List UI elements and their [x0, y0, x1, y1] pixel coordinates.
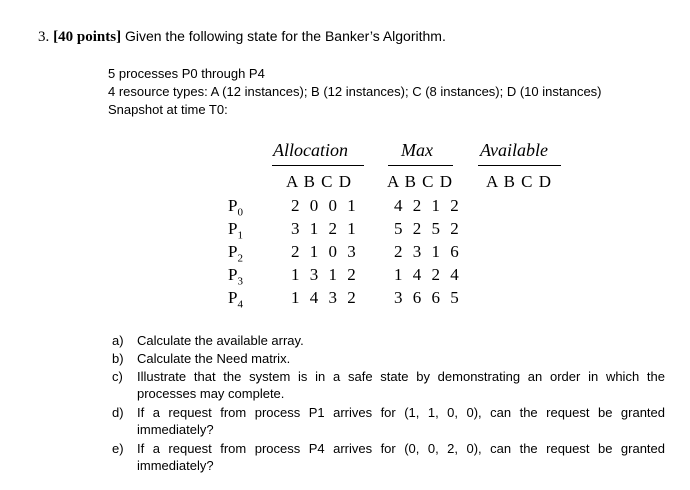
question-header: [38, 28, 446, 46]
allocation-row-p3: 1 3 1 2: [291, 265, 359, 284]
process-label: $P_2$: [228, 242, 243, 265]
max-header: Max: [401, 140, 433, 160]
allocation-header: Allocation: [273, 140, 348, 160]
allocation-row-p4: 1 4 3 2: [291, 288, 359, 307]
question-number: 3.: [38, 29, 50, 45]
question-d-text-line2: immediately?: [137, 422, 214, 437]
question-e-label: e): [112, 441, 124, 456]
max-row-p4: 3 6 6 5: [394, 288, 462, 307]
question-a-text: Calculate the available array.: [137, 333, 304, 348]
question-c-label: c): [112, 369, 123, 384]
question-title: Given the following state for the Banker’s Algorithm.: [124, 28, 446, 44]
max-letters: A B C D: [387, 172, 454, 191]
question-a-label: a): [112, 333, 124, 348]
question-d-text-line1: If a request from process P1 arrives for (1, 1, 0, 0), can the request be granted: [137, 405, 665, 420]
max-row-p2: 2 3 1 6: [394, 242, 462, 261]
available-header: Available: [480, 140, 548, 160]
question-points: [40 points]: [53, 29, 122, 45]
max-row-p0: 4 2 1 2: [394, 196, 462, 215]
allocation-row-p1: 3 1 2 1: [291, 219, 359, 238]
allocation-underline: [272, 165, 364, 166]
intro-processes: 5 processes P0 through P4: [108, 66, 265, 81]
intro-resources: 4 resource types: A (12 instances); B (12 instances); C (8 instances); D (10 instances): [108, 84, 602, 99]
available-underline: [478, 165, 561, 166]
question-b-label: b): [112, 351, 124, 366]
max-row-p3: 1 4 2 4: [394, 265, 462, 284]
process-label: $P_4$: [228, 288, 243, 311]
max-row-p1: 5 2 5 2: [394, 219, 462, 238]
question-d-label: d): [112, 405, 124, 420]
allocation-row-p2: 2 1 0 3: [291, 242, 359, 261]
question-e-text-line1: If a request from process P4 arrives for (0, 0, 2, 0), can the request be granted: [137, 441, 665, 456]
process-label: $P_3$: [228, 265, 243, 288]
allocation-letters: A B C D: [286, 172, 353, 191]
available-letters: A B C D: [486, 172, 553, 191]
question-e-text-line2: immediately?: [137, 458, 214, 473]
question-c-text-line1: Illustrate that the system is in a safe state by demonstrating an order in which the: [137, 369, 665, 384]
question-b-text: Calculate the Need matrix.: [137, 351, 291, 366]
question-c-text-line2: processes may complete.: [137, 386, 285, 401]
intro-snapshot: Snapshot at time T0:: [108, 102, 228, 117]
process-label: $P_0$: [228, 196, 243, 219]
allocation-row-p0: 2 0 0 1: [291, 196, 359, 215]
max-underline: [388, 165, 453, 166]
process-label: $P_1$: [228, 219, 243, 242]
